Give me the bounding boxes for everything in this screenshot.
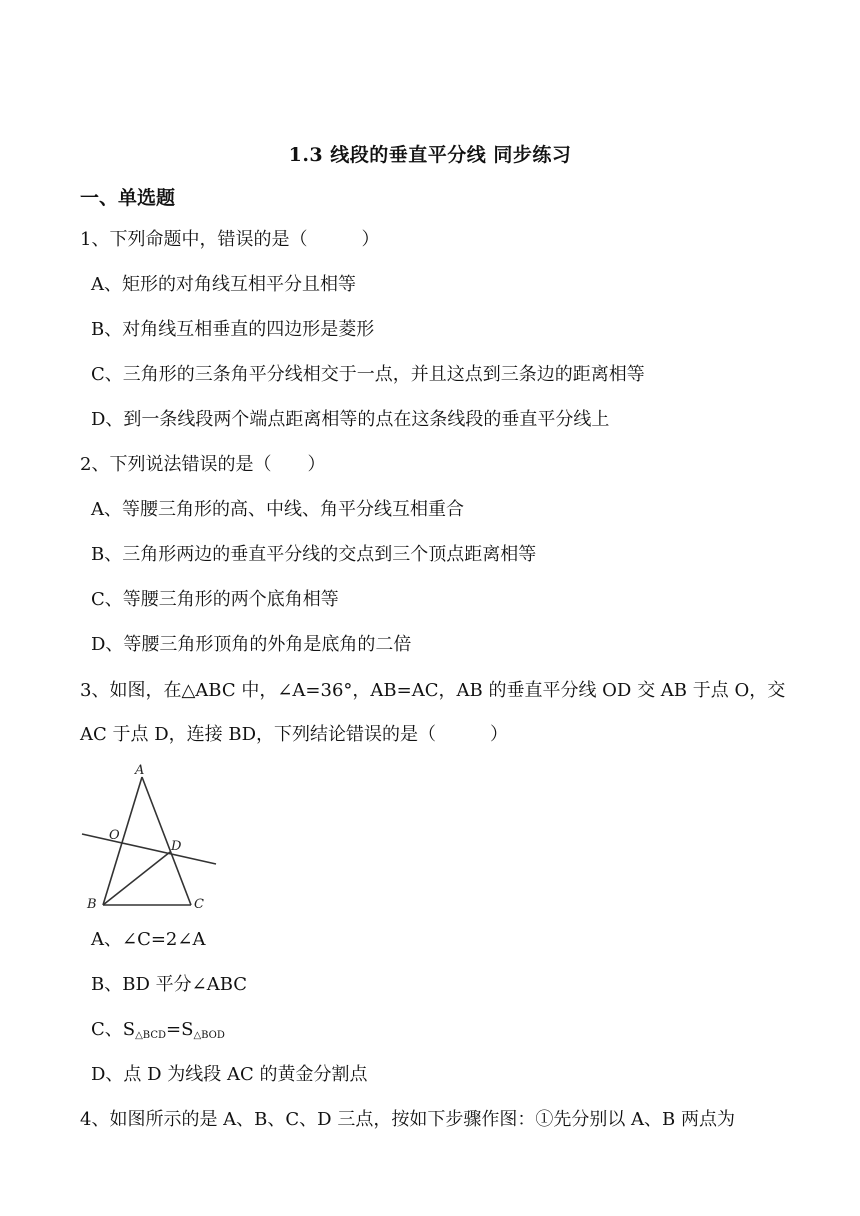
- question-3-option-d: D、点 D 为线段 AC 的黄金分割点: [91, 1064, 368, 1085]
- question-1-option-a: A、矩形的对角线互相平分且相等: [91, 274, 356, 295]
- side-ac: [142, 777, 191, 905]
- vertex-label-c: C: [194, 897, 204, 912]
- vertex-label-b: B: [87, 897, 97, 912]
- option-c-equals: =S: [166, 1019, 194, 1040]
- question-4-stem-line-1: 4、如图所示的是 A、B、C、D 三点，按如下步骤作图：①先分别以 A、B 两点为: [80, 1109, 735, 1130]
- question-3-option-b: B、BD 平分∠ABC: [91, 974, 248, 995]
- question-1-option-d: D、到一条线段两个端点距离相等的点在这条线段的垂直平分线上: [91, 409, 610, 430]
- question-1-option-c: C、三角形的三条角平分线相交于一点，并且这点到三条边的距离相等: [91, 364, 645, 385]
- question-1-option-b: B、对角线互相垂直的四边形是菱形: [91, 319, 375, 340]
- point-label-o: O: [109, 828, 120, 843]
- point-label-d: D: [171, 839, 182, 854]
- question-2-option-b: B、三角形两边的垂直平分线的交点到三个顶点距离相等: [91, 544, 537, 565]
- segment-bd: [103, 852, 170, 905]
- perpendicular-bisector-od: [82, 834, 216, 864]
- question-3-stem-line-1: 3、如图，在△ABC 中，∠A=36°，AB=AC，AB 的垂直平分线 OD 交 AB 于点 O，交: [80, 680, 786, 701]
- option-c-subscript-1: △BCD: [135, 1030, 167, 1041]
- option-c-subscript-2: △BOD: [193, 1030, 225, 1041]
- section-heading: 一、单选题: [80, 187, 176, 209]
- question-3-option-c: [91, 1021, 225, 1041]
- question-3-option-a: A、∠C=2∠A: [91, 929, 206, 950]
- vertex-label-a: A: [135, 763, 145, 778]
- triangle-figure: [80, 762, 220, 912]
- triangle-diagram: [80, 762, 220, 912]
- page-title: 1.3 线段的垂直平分线 同步练习: [288, 144, 572, 166]
- question-2-option-a: A、等腰三角形的高、中线、角平分线互相重合: [91, 499, 464, 520]
- option-c-prefix: C、S: [91, 1019, 136, 1040]
- question-2-option-c: C、等腰三角形的两个底角相等: [91, 589, 339, 610]
- question-3-stem-line-2: AC 于点 D，连接 BD，下列结论错误的是（ ）: [80, 724, 509, 745]
- question-2-option-d: D、等腰三角形顶角的外角是底角的二倍: [91, 634, 412, 655]
- question-1-stem: 1、下列命题中，错误的是（ ）: [80, 229, 380, 250]
- question-2-stem: 2、下列说法错误的是（ ）: [80, 454, 326, 475]
